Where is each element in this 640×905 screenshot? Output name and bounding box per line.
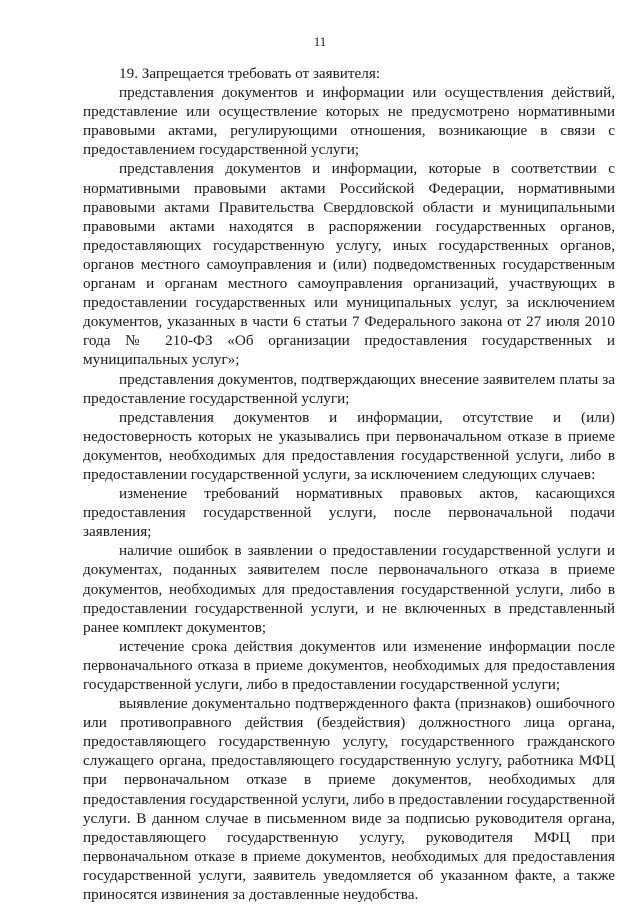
document-body <box>83 64 615 904</box>
paragraph-case-1: изменение требований нормативных правовых актов, касающихся предоставления государственной услуги, после первоначальной подачи заявления; <box>83 485 615 541</box>
paragraph-case-2: наличие ошибок в заявлении о предоставлении государственной услуги и документах, поданных заявителем после первоначального отказа в приеме документов, необходимых для предоставления государственной услуги, либо в предоставлении государственной услуги, и не включенных в представленный ранее комплект документов; <box>83 542 615 636</box>
paragraph-19-heading: 19. Запрещается требовать от заявителя: <box>119 65 381 82</box>
paragraph-item-4: представления документов и информации, отсутствие и (или) недостоверность которых не указывались при первоначальном отказе в приеме документов, необходимых для предоставления государственной услуги, либо в предоставлении государственной услуги, за исключением следующих случаев: <box>83 408 615 483</box>
paragraph-item-3: представления документов, подтверждающих внесение заявителем платы за предоставление государственной услуги; <box>83 370 615 407</box>
page-number: 11 <box>313 34 327 49</box>
paragraph-case-4: выявление документально подтвержденного факта (признаков) ошибочного или противоправного действия (бездействия) должностного лица органа, предоставляющего государственную услугу, государственного гражданского служащего органа, предоставляющего государственную услугу, работника МФЦ при первоначальном отказе в приеме документов, необходимых для предоставления государственной услуги, либо в предоставлении государственной услуги. В данном случае в письменном виде за подписью руководителя органа, предоставляющего государственную услугу, руководителя МФЦ при первоначальном отказе в приеме документов, необходимых для предоставления государственной услуги, заявитель уведомляется об указанном факте, а также приносятся извинения за доставленные неудобства. <box>83 695 615 904</box>
paragraph-item-2: представления документов и информации, которые в соответствии с нормативными правовыми актами Российской Федерации, нормативными правовыми актами Правительства Свердловской области и муниципальными правовыми актами находятся в распоряжении государственных органов, предоставляющих государственную услугу, иных государственных органов, органов местного самоуправления и (или) подведомственных государственным органам и органам местного самоуправления организаций, участвующих в предоставлении государственных или муниципальных услуг, за исключением документов, указанных в части 6 статьи 7 Федерального закона от 27 июля 2010 года № 210-ФЗ «Об организации предоставления государственных и муниципальных услуг»; <box>83 160 615 369</box>
paragraph-case-3: истечение срока действия документов или изменение информации после первоначального отказа в приеме документов, необходимых для предоставления государственной услуги, либо в предоставлении государственной услуги; <box>83 637 615 693</box>
paragraph-item-1: представления документов и информации или осуществления действий, представление или осуществление которых не предусмотрено нормативными правовыми актами, регулирующими отношения, возникающие в связи с предоставлением государственной услуги; <box>83 84 615 159</box>
